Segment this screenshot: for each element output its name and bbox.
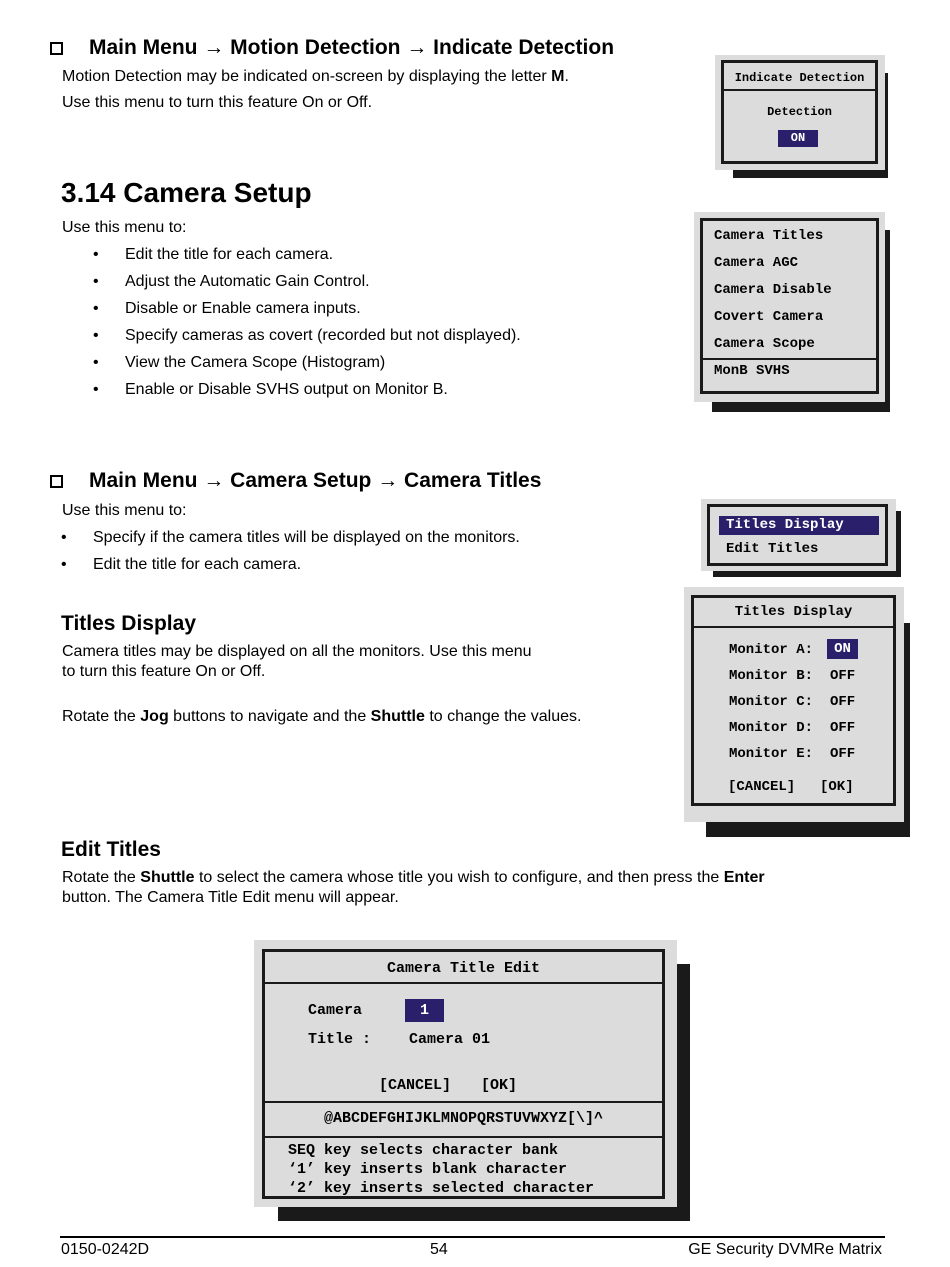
checkbox-bullet-icon bbox=[50, 475, 63, 488]
section-heading-camera-titles: Main Menu → Camera Setup → Camera Titles bbox=[50, 469, 541, 493]
help-line: ‘1’ key inserts blank character bbox=[288, 1161, 568, 1178]
footer-page-number: 54 bbox=[430, 1241, 448, 1258]
camera-title-edit-menu bbox=[254, 940, 690, 1222]
detection-value[interactable]: ON bbox=[778, 130, 818, 147]
footer-product-name: GE Security DVMRe Matrix bbox=[688, 1241, 882, 1258]
monitor-c-value[interactable]: OFF bbox=[830, 694, 856, 710]
camera-titles-menu bbox=[701, 499, 903, 579]
menu-item-camera-agc[interactable]: Camera AGC bbox=[714, 255, 799, 271]
list-item: • Specify if the camera titles will be displayed on the monitors. bbox=[93, 524, 520, 551]
menu-item-titles-display[interactable]: Titles Display bbox=[719, 516, 879, 535]
monitor-a-value[interactable]: ON bbox=[827, 639, 858, 659]
menu-box bbox=[700, 218, 879, 394]
menu-box bbox=[721, 60, 878, 164]
footer-document-number: 0150-0242D bbox=[61, 1241, 150, 1258]
camera-setup-intro: Use this menu to: bbox=[62, 219, 187, 236]
help-line: SEQ key selects character bank bbox=[288, 1142, 559, 1159]
titles-display-heading: Titles Display bbox=[61, 612, 197, 635]
list-item: • Edit the title for each camera. bbox=[125, 241, 521, 268]
monitor-b-value[interactable]: OFF bbox=[830, 668, 856, 684]
list-item: • Adjust the Automatic Gain Control. bbox=[125, 268, 521, 295]
monitor-e-value[interactable]: OFF bbox=[830, 746, 856, 762]
edit-titles-paragraph-line1: Rotate the Shuttle to select the camera whose title you wish to configure, and then press the Enter bbox=[62, 869, 765, 886]
section-heading-indicate-detection: Main Menu → Motion Detection → Indicate Detection bbox=[50, 36, 614, 60]
list-item: • Disable or Enable camera inputs. bbox=[125, 295, 521, 322]
title-label: Title : bbox=[308, 1031, 372, 1048]
ok-button[interactable]: [OK] bbox=[820, 779, 854, 795]
cancel-button[interactable]: [CANCEL] bbox=[379, 1077, 452, 1094]
list-item: • Edit the title for each camera. bbox=[93, 551, 520, 578]
titles-display-menu bbox=[684, 587, 910, 837]
checkbox-bullet-icon bbox=[50, 42, 63, 55]
list-item: • View the Camera Scope (Histogram) bbox=[125, 349, 521, 376]
camera-titles-intro: Use this menu to: bbox=[62, 502, 187, 519]
monitor-c-label: Monitor C: bbox=[729, 694, 814, 710]
titles-display-paragraph-line1: Camera titles may be displayed on all the monitors. Use this menu bbox=[62, 643, 532, 660]
camera-number-field[interactable]: 1 bbox=[405, 999, 444, 1022]
menu-title: Titles Display bbox=[734, 604, 853, 620]
menu-divider bbox=[265, 1136, 662, 1138]
monitor-d-value[interactable]: OFF bbox=[830, 720, 856, 736]
monitor-e-label: Monitor E: bbox=[729, 746, 814, 762]
title-field[interactable]: Camera 01 bbox=[409, 1031, 491, 1048]
menu-divider bbox=[724, 89, 875, 91]
menu-title: Indicate Detection bbox=[734, 71, 865, 85]
camera-label: Camera bbox=[308, 1002, 363, 1019]
help-line: ‘2’ key inserts selected character bbox=[288, 1180, 595, 1197]
monitor-b-label: Monitor B: bbox=[729, 668, 814, 684]
edit-titles-paragraph-line2: button. The Camera Title Edit menu will appear. bbox=[62, 889, 399, 906]
edit-titles-heading: Edit Titles bbox=[61, 838, 161, 861]
cancel-button[interactable]: [CANCEL] bbox=[728, 779, 796, 795]
menu-divider bbox=[265, 1101, 662, 1103]
menu-box bbox=[262, 949, 665, 1199]
menu-box bbox=[707, 504, 888, 566]
motion-paragraph-line1: Motion Detection may be indicated on-screen by displaying the letter M. bbox=[62, 68, 569, 85]
motion-paragraph-line2: Use this menu to turn this feature On or Off. bbox=[62, 94, 373, 111]
detection-label: Detection bbox=[767, 105, 832, 119]
menu-item-edit-titles[interactable]: Edit Titles bbox=[726, 541, 819, 557]
camera-setup-bullet-list bbox=[125, 241, 521, 403]
menu-item-camera-scope[interactable]: Camera Scope bbox=[714, 336, 815, 352]
menu-divider bbox=[703, 358, 876, 360]
monitor-a-label: Monitor A: bbox=[729, 642, 814, 658]
menu-item-monb-svhs[interactable]: MonB SVHS bbox=[714, 363, 790, 379]
camera-setup-heading: 3.14 Camera Setup bbox=[61, 177, 312, 208]
indicate-detection-menu bbox=[715, 55, 890, 180]
menu-item-covert-camera[interactable]: Covert Camera bbox=[714, 309, 824, 325]
menu-item-camera-disable[interactable]: Camera Disable bbox=[714, 282, 832, 298]
camera-titles-bullet-list bbox=[93, 524, 520, 578]
monitor-d-label: Monitor D: bbox=[729, 720, 814, 736]
titles-display-paragraph-line2: to turn this feature On or Off. bbox=[62, 663, 266, 680]
menu-item-camera-titles[interactable]: Camera Titles bbox=[714, 228, 824, 244]
list-item: • Enable or Disable SVHS output on Monitor B. bbox=[125, 376, 521, 403]
menu-box bbox=[691, 595, 896, 806]
list-item: • Specify cameras as covert (recorded but not displayed). bbox=[125, 322, 521, 349]
character-bank[interactable]: @ABCDEFGHIJKLMNOPQRSTUVWXYZ[\]^ bbox=[323, 1110, 604, 1127]
titles-display-navigation-paragraph: Rotate the Jog buttons to navigate and the Shuttle to change the values. bbox=[62, 708, 582, 725]
menu-divider bbox=[265, 982, 662, 984]
menu-title: Camera Title Edit bbox=[386, 960, 541, 977]
menu-divider bbox=[694, 626, 893, 628]
ok-button[interactable]: [OK] bbox=[481, 1077, 518, 1094]
camera-setup-menu bbox=[694, 212, 892, 414]
